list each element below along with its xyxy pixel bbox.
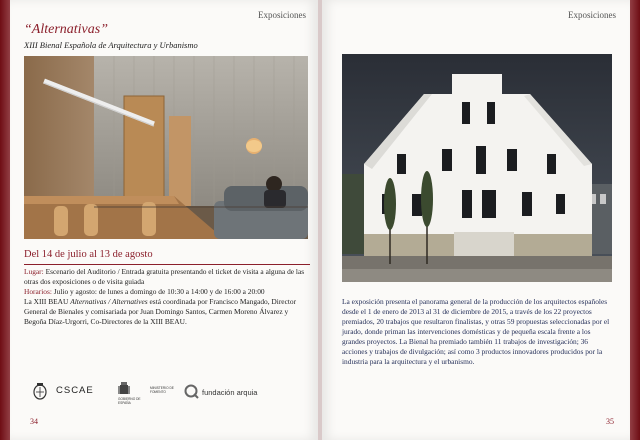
place-text: Escenario del Auditorio / Entrada gratuita presentando el ticket de visita a alguna de las otras dos exposiciones o de visita guiada — [24, 267, 305, 286]
exhibition-title: “Alternativas” — [24, 22, 109, 37]
venue-info — [24, 267, 310, 297]
section-header: Exposiciones — [568, 10, 616, 20]
left-page — [10, 0, 318, 440]
sponsor-logos — [32, 380, 262, 404]
hours-label: Horarios: — [24, 287, 52, 296]
desc-rest: está coordinada por Francisco Mangado, Director General de Bienales y comisariada por Juan Domingo Santos, Carmen Moreno Álvarez y Begoña Díaz-Urgorri, Co-Directores de la XIII BEAU. — [24, 297, 297, 326]
building-photo — [342, 54, 612, 282]
cscae-crest-icon — [32, 381, 48, 401]
spain-crest-icon — [118, 382, 130, 396]
cscae-logo-text: CSCAE — [56, 385, 94, 396]
desc-prefix: La XIII BEAU — [24, 297, 69, 306]
page-number: 34 — [30, 417, 38, 426]
interior-photo — [24, 56, 308, 239]
exhibition-dates: Del 14 de julio al 13 de agosto — [24, 249, 153, 260]
arquia-text: fundación arquia — [202, 388, 258, 397]
desc-italic: Alternativas / Alternatives — [70, 297, 148, 306]
page-number: 35 — [606, 417, 614, 426]
description — [24, 297, 310, 327]
arquia-q-icon — [184, 384, 199, 399]
divider — [24, 264, 310, 265]
exhibition-description: La exposición presenta el panorama general de la producción de los arquitectos españoles desde el 1 de enero de 2013 al 31 de diciembre de 2015, a través de los 22 proyectos premiados, 20 trabajos que resultaron finalistas, y otras 59 propuestas seleccionadas por el jurado, donde priman las intervenciones domésticas y de pequeña escala frente a los grandes proyectos. La Bienal ha premiado también 11 trabajos de investigación; 36 acciones y trabajos de divulgación; así como 3 productos innovadores producidos por la industria para la arquitectura y el urbanismo. — [342, 297, 610, 366]
place-label: Lugar: — [24, 267, 44, 276]
ministerio-text: MINISTERIO DE FOMENTO — [150, 386, 174, 394]
arquia-logo — [184, 384, 258, 404]
right-page — [322, 0, 630, 440]
gobierno-logo — [118, 382, 141, 405]
hours-text: Julio y agosto: de lunes a domingo de 10:30 a 14:00 y de 16:00 a 20:00 — [53, 287, 265, 296]
exhibition-subtitle: XIII Bienal Española de Arquitectura y Urbanismo — [24, 40, 198, 50]
section-header: Exposiciones — [258, 10, 306, 20]
gobierno-text: GOBIERNO DE ESPAÑA — [118, 397, 141, 405]
